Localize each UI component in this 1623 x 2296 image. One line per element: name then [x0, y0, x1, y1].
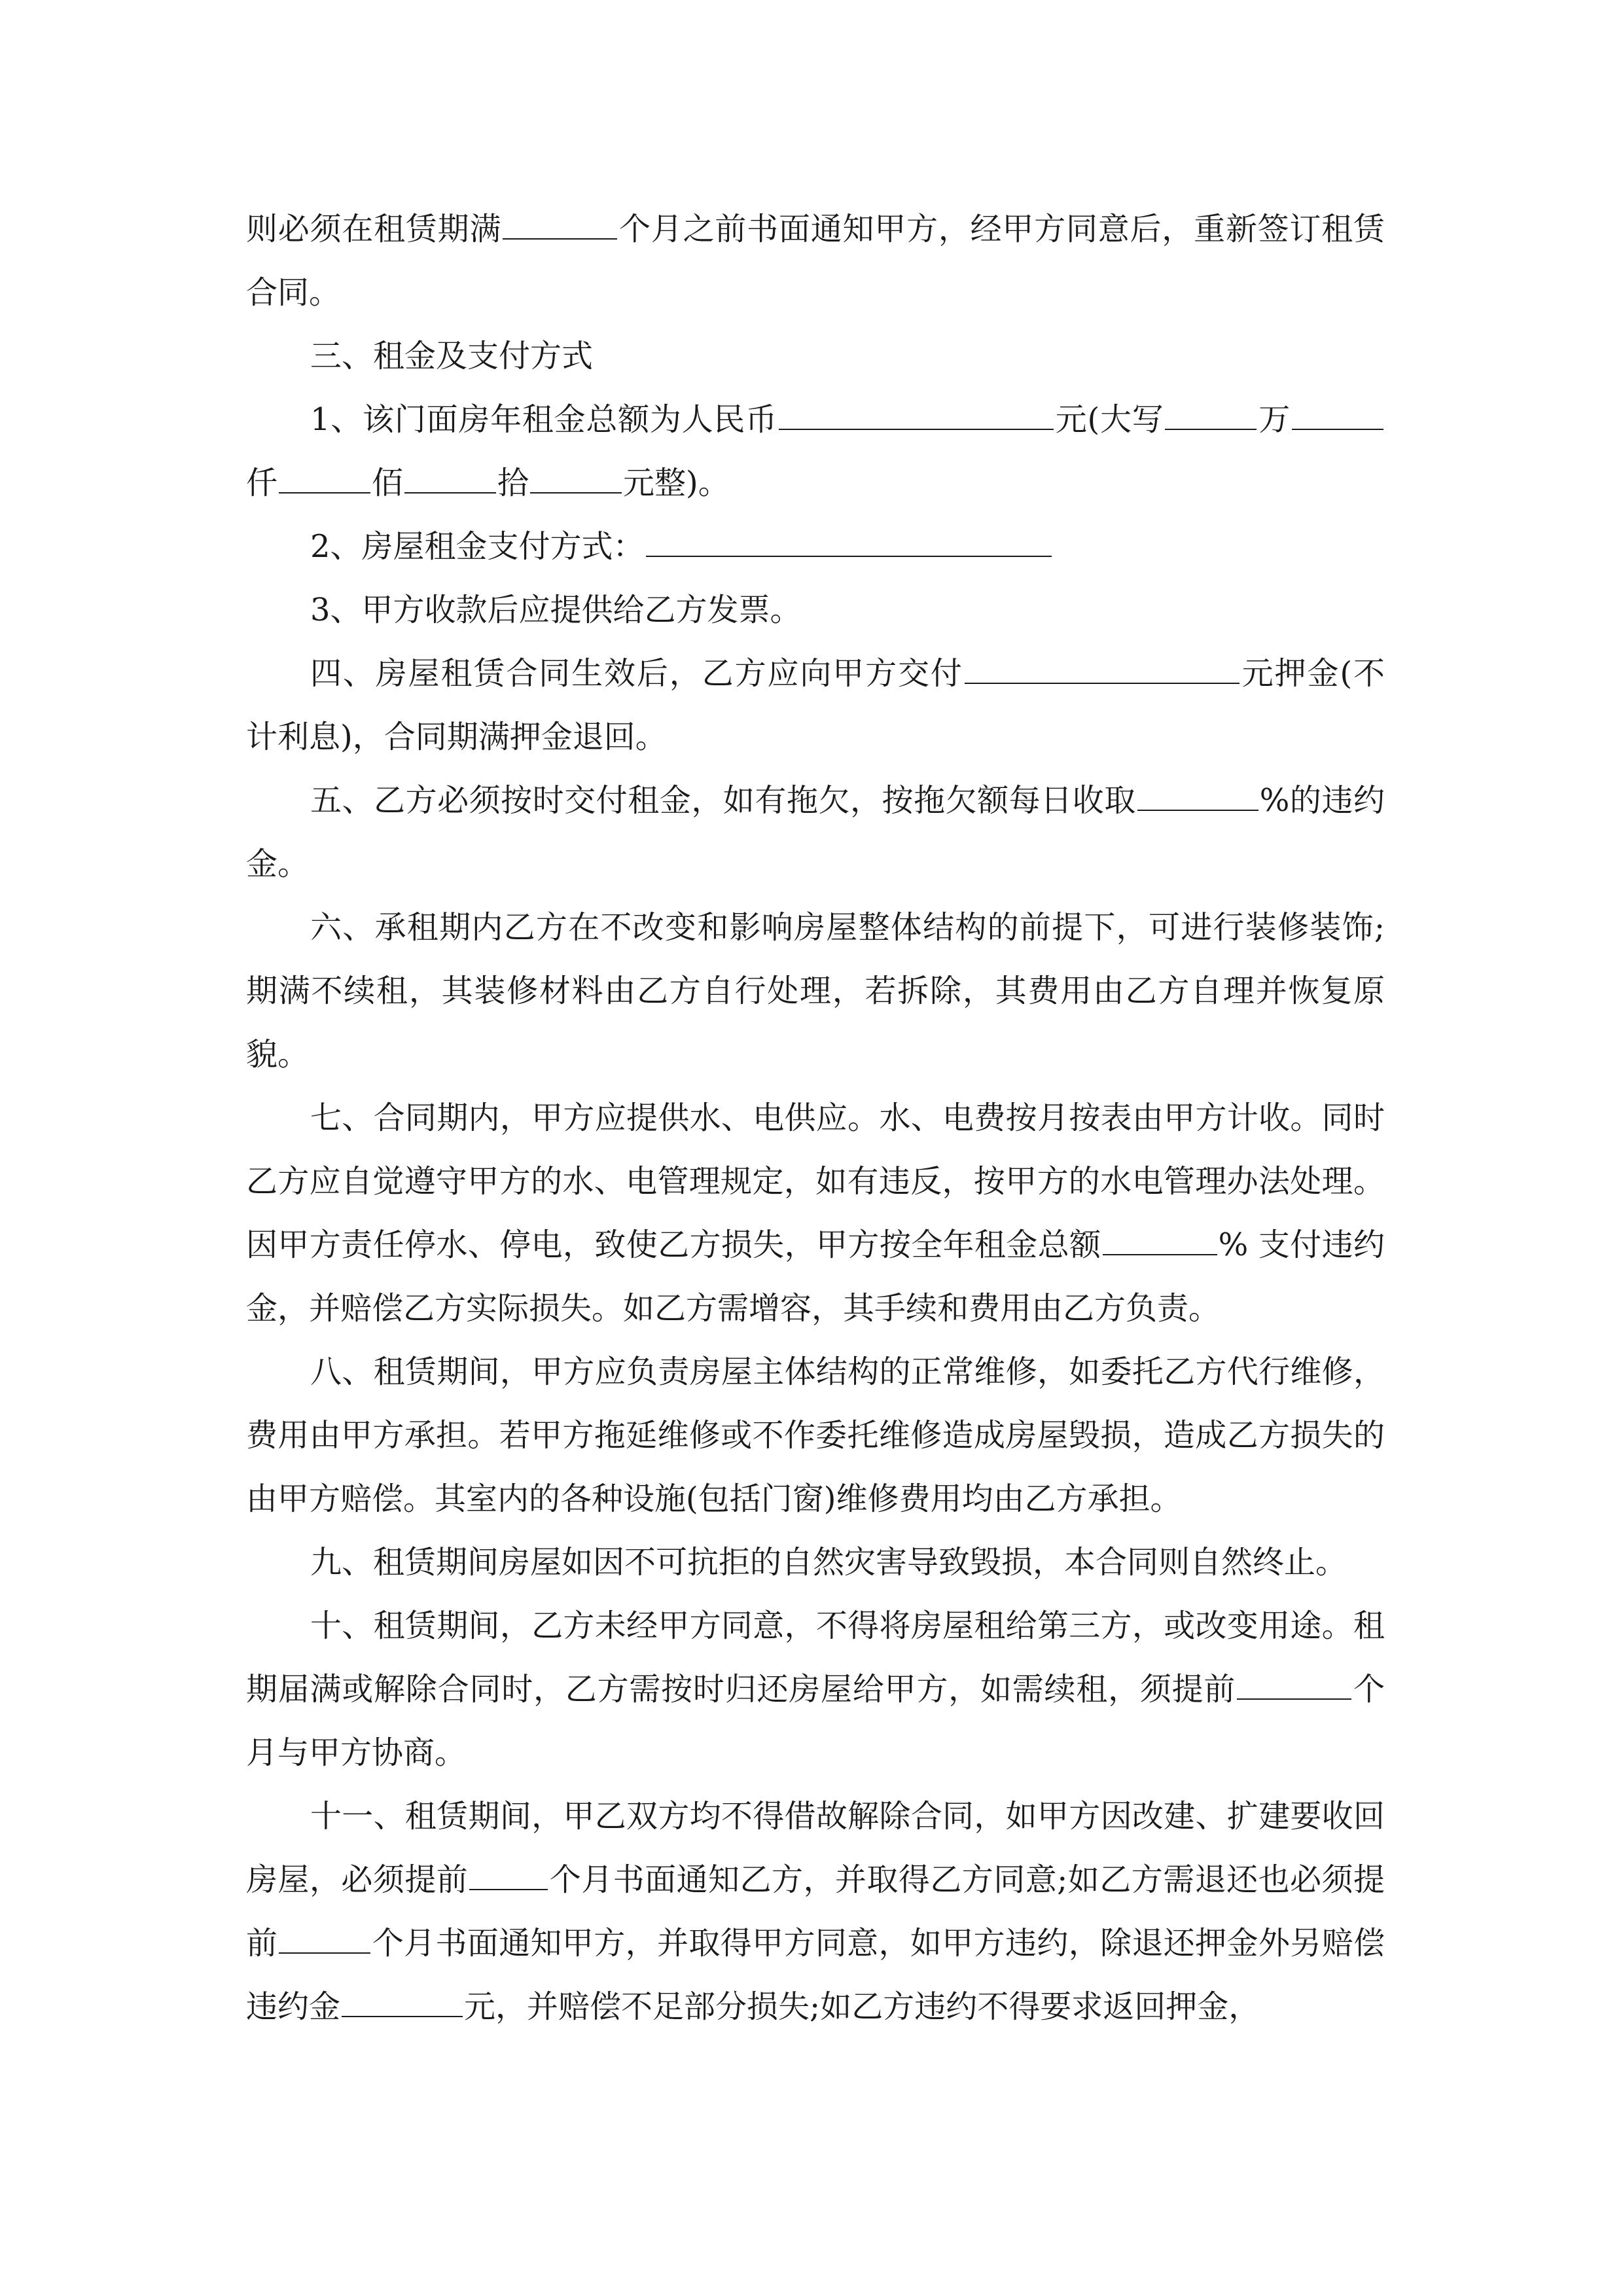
text-segment: 五、乙方必须按时交付租金，如有拖欠，按拖欠额每日收取 — [310, 782, 1136, 819]
blank-field-deposit — [965, 656, 1240, 684]
paragraph-maintenance — [246, 1340, 1385, 1531]
text-segment: 十一、租赁期间，甲乙双方均不得借故解除合同，如甲方因改建、扩建要收回房屋，必须提前 — [246, 1798, 1385, 1898]
text-segment: 六、承租期内乙方在不改变和影响房屋整体结构的前提下，可进行装修装饰;期满不续租，其装修材料由乙方自行处理，若拆除，其费用由乙方自理并恢复原貌。 — [246, 909, 1385, 1073]
text-segment: 元整)。 — [623, 465, 730, 501]
text-segment: 个月与甲方协商。 — [246, 1671, 1385, 1771]
text-segment: 个月之前书面通知甲方，经甲方同意后，重新签订租赁合同。 — [246, 211, 1385, 311]
blank-field-wan — [1165, 403, 1257, 430]
blank-field-bai — [279, 466, 370, 493]
paragraph-renovation — [246, 896, 1385, 1086]
text-segment: 个月书面通知乙方，并取得乙方同意;如乙方需退还也必须提前 — [246, 1861, 1385, 1962]
paragraph-renewal-notice — [246, 198, 1385, 325]
text-segment: 1、该门面房年租金总额为人民币 — [310, 401, 777, 438]
text-segment: 四、房屋租赁合同生效后，乙方应向甲方交付 — [310, 655, 963, 692]
text-segment: 拾 — [497, 465, 529, 501]
text-segment: 3、甲方收款后应提供给乙方发票。 — [310, 592, 802, 628]
section-heading-rent-payment — [246, 325, 1385, 388]
blank-field-payment-method — [646, 529, 1052, 557]
paragraph-deposit — [246, 642, 1385, 769]
text-segment: %的违约金。 — [246, 782, 1385, 882]
blank-field-rent-amount — [779, 403, 1054, 430]
text-segment: 元，并赔偿不足部分损失;如乙方违约不得要求返回押金， — [464, 1988, 1260, 2025]
blank-field-landlord-notice-months — [469, 1863, 548, 1890]
blank-field-utility-percent — [1103, 1228, 1217, 1255]
blank-field-penalty-amount — [342, 1990, 463, 2017]
paragraph-force-majeure — [246, 1531, 1385, 1594]
text-segment: 万 — [1258, 401, 1291, 438]
blank-field-months — [503, 212, 617, 240]
text-segment: 三、租金及支付方式 — [310, 338, 594, 374]
blank-field-shi — [404, 466, 496, 493]
text-segment: 佰 — [372, 465, 404, 501]
text-segment: 2、房屋租金支付方式： — [310, 528, 645, 565]
paragraph-invoice — [246, 579, 1385, 642]
paragraph-late-fee — [246, 769, 1385, 896]
paragraph-annual-rent — [246, 388, 1385, 515]
paragraph-termination — [246, 1785, 1385, 2039]
paragraph-sublease — [246, 1594, 1385, 1785]
text-segment: 七、合同期内，甲方应提供水、电供应。水、电费按月按表由甲方计收。同时乙方应自觉遵守甲方的水、电管理规定，如有违反，按甲方的水电管理办法处理。因甲方责任停水、停电，致使乙方损失，甲方按全年租金总额 — [246, 1100, 1385, 1263]
text-segment: % 支付违约金，并赔偿乙方实际损失。如乙方需增容，其手续和费用由乙方负责。 — [246, 1227, 1385, 1327]
text-segment: 元(大写 — [1054, 401, 1164, 438]
paragraph-utilities — [246, 1086, 1385, 1340]
text-segment: 九、租赁期间房屋如因不可抗拒的自然灾害导致毁损，本合同则自然终止。 — [310, 1544, 1347, 1581]
document-body — [246, 198, 1385, 2039]
text-segment: 则必须在租赁期满 — [246, 211, 502, 247]
blank-field-renewal-months — [1237, 1672, 1351, 1700]
text-segment: 十、租赁期间，乙方未经甲方同意，不得将房屋租给第三方，或改变用途。租期届满或解除合同时，乙方需按时归还房屋给甲方，如需续租，须提前 — [246, 1607, 1385, 1708]
text-segment: 个月书面通知甲方，并取得甲方同意，如甲方违约，除退还押金外另赔偿违约金 — [246, 1925, 1385, 2025]
blank-field-late-fee-percent — [1137, 783, 1258, 811]
paragraph-payment-method — [246, 515, 1385, 579]
blank-field-tenant-notice-months — [279, 1926, 370, 1954]
blank-field-qian — [1292, 403, 1383, 430]
text-segment: 八、租赁期间，甲方应负责房屋主体结构的正常维修，如委托乙方代行维修，费用由甲方承担。若甲方拖延维修或不作委托维修造成房屋毁损，造成乙方损失的由甲方赔偿。其室内的各种设施(包括门窗)维修费用均由乙方承担。 — [246, 1354, 1385, 1517]
blank-field-yuan — [530, 466, 622, 493]
text-segment: 仟 — [246, 465, 278, 501]
text-segment: 元押金(不计利息)，合同期满押金退回。 — [246, 655, 1385, 755]
